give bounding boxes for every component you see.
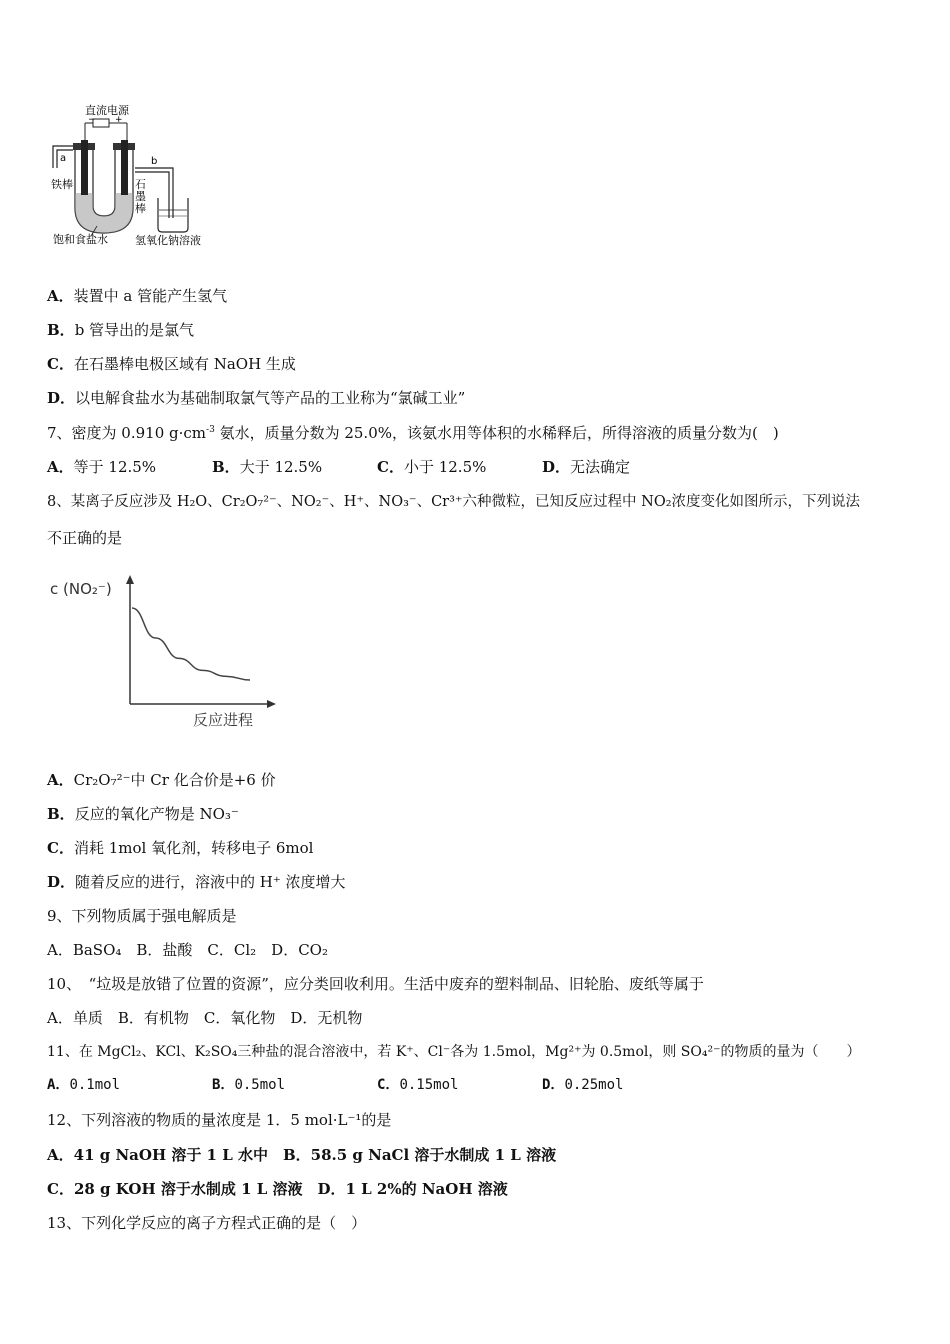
iron-rod-label: 铁棒: [51, 178, 73, 191]
q11-stem: 11、在 MgCl₂、KCl、K₂SO₄三种盐的混合溶液中，若 K⁺、Cl⁻各为 1.5mol，Mg²⁺为 0.5mol，则 SO₄²⁻的物质的量为（ ）: [47, 1044, 861, 1060]
q8-option-b: B．反应的氧化产物是 NO₃⁻: [47, 805, 239, 823]
q10-stem: 10、 “垃圾是放错了位置的资源”，应分类回收利用。生活中废弃的塑料制品、旧轮胎、废纸等属于: [47, 975, 704, 993]
q6-option-b: B．b 管导出的是氯气: [47, 321, 195, 339]
q11-option-d: D．0.25mol: [542, 1077, 624, 1093]
q9-options: A．BaSO₄ B．盐酸 C．Cl₂ D．CO₂: [47, 941, 328, 959]
chart-y-label: c (NO₂⁻): [50, 580, 112, 598]
electrolysis-apparatus-figure: [45, 98, 220, 250]
q7-options: [47, 457, 907, 477]
q8-stem-line1: 8、某离子反应涉及 H₂O、Cr₂O₇²⁻、NO₂⁻、H⁺、NO₃⁻、Cr³⁺六种微粒，已知反应过程中 NO₂浓度变化如图所示，下列说法: [47, 494, 861, 510]
q10-options: A．单质 B．有机物 C．氧化物 D．无机物: [47, 1009, 363, 1027]
q8-option-c: C．消耗 1mol 氧化剂，转移电子 6mol: [47, 839, 314, 857]
no2-concentration-chart: [45, 572, 285, 737]
power-supply-label: 直流电源: [85, 104, 129, 117]
iron-rod: [81, 140, 88, 195]
q7-option-b: B．大于 12.5%: [212, 458, 323, 476]
naoh-solution-label: 氢氧化钠溶液: [135, 234, 201, 247]
chart-series-line: [132, 608, 250, 680]
q6-option-a: A．装置中 a 管能产生氢气: [47, 287, 228, 305]
chart-x-label: 反应进程: [193, 711, 254, 729]
q11-option-c: C．0.15mol: [377, 1077, 459, 1093]
q12-options-line1: A．41 g NaOH 溶于 1 L 水中 B．58.5 g NaCl 溶于水制成 1 L 溶液: [47, 1146, 557, 1164]
graphite-label-3: 棒: [135, 202, 146, 215]
q13-stem: 13、下列化学反应的离子方程式正确的是（ ）: [47, 1214, 367, 1232]
graphite-rod: [121, 140, 128, 195]
graphite-label-1: 石: [135, 178, 146, 191]
q8-stem-line2: 不正确的是: [47, 529, 123, 547]
q6-option-c: C．在石墨棒电极区域有 NaOH 生成: [47, 355, 296, 373]
chart-y-arrow: [126, 575, 134, 584]
graphite-label-2: 墨: [135, 190, 146, 203]
u-tube-inner: [93, 150, 115, 216]
plus-sign: +: [115, 115, 123, 125]
q9-stem: 9、下列物质属于强电解质是: [47, 907, 237, 925]
brine-solution: [75, 193, 133, 233]
q8-option-d: D．随着反应的进行，溶液中的 H⁺ 浓度增大: [47, 873, 346, 891]
q7-stem: 7、密度为 0.910 $g\cdot cm^{-3}$ 氨水，质量分数为 25.0%，该氨水用等体积的水稀释后，所得溶液的质量分数为( ): [47, 424, 779, 442]
q7-option-d: D．无法确定: [542, 458, 631, 476]
chart-x-arrow: [267, 700, 276, 708]
q11-options: [47, 1075, 907, 1095]
q11-option-a: A．0.1mol: [47, 1077, 121, 1093]
brine-label: 饱和食盐水: [53, 233, 108, 246]
label-a: a: [60, 153, 67, 164]
q8-option-a: A．Cr₂O₇²⁻中 Cr 化合价是+6 价: [47, 771, 276, 789]
q7-option-c: C．小于 12.5%: [377, 458, 487, 476]
q7-option-a: A．等于 12.5%: [47, 458, 157, 476]
q12-options-line2: C．28 g KOH 溶于水制成 1 L 溶液 D．1 L 2%的 NaOH 溶液: [47, 1180, 508, 1198]
minus-sign: −: [88, 115, 96, 125]
q11-option-b: B．0.5mol: [212, 1077, 286, 1093]
label-b: b: [151, 156, 158, 167]
q6-option-d: D．以电解食盐水为基础制取氯气等产品的工业称为“氯碱工业”: [47, 389, 466, 407]
q12-stem: 12、下列溶液的物质的量浓度是 1．5 mol·L⁻¹的是: [47, 1111, 392, 1129]
